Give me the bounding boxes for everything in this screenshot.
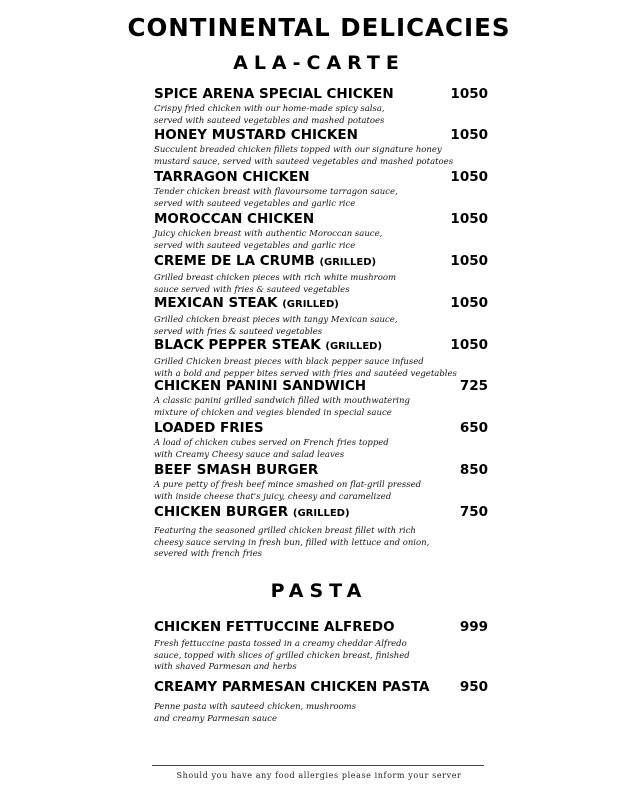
item-price: 999 (459, 619, 488, 635)
item-name: BLACK PEPPER STEAK (GRILLED) (154, 337, 383, 353)
item-description: Featuring the seasoned grilled chicken breast fillet with rich cheesy sauce serving in fresh bun, filled with lettuce and onion, severed with french fries (154, 526, 430, 559)
item-description: Juicy chicken breast with authentic Moroccan sauce, served with sauteed vegetables and garlic rice (154, 229, 383, 251)
item-description: Penne pasta with sauteed chicken, mushrooms and creamy Parmesan sauce (154, 702, 357, 724)
item-description: Fresh fettuccine pasta tossed in a creamy cheddar Alfredo sauce, topped with slices of grilled chicken breast, finished with shaved Parmesan and herbs (154, 639, 410, 672)
item-name: CHICKEN BURGER (GRILLED) (154, 504, 350, 520)
item-name: LOADED FRIES (154, 420, 264, 436)
menu-item (154, 504, 488, 561)
item-description: Succulent breaded chicken fillets topped with our signature honey mustard sauce, served with sauteed vegetables and mashed potatoes (154, 145, 454, 167)
item-description: Tender chicken breast with flavoursome tarragon sauce, served with sauteed vegetables and garlic rice (154, 187, 398, 209)
menu-item (154, 127, 488, 168)
item-name: CHICKEN FETTUCCINE ALFREDO (154, 619, 395, 635)
item-description: Grilled breast chicken pieces with rich white mushroom sauce served with fries & sauteed vegetables (154, 273, 397, 295)
item-price: 1050 (450, 337, 488, 353)
item-name: HONEY MUSTARD CHICKEN (154, 127, 358, 143)
item-description: Grilled Chicken breast pieces with black pepper sauce infused with a bold and pepper bites served with fries and sautéed vegetables (154, 357, 457, 379)
item-name: CREAMY PARMESAN CHICKEN PASTA (154, 679, 430, 695)
item-description: Crispy fried chicken with our home-made spicy salsa, served with sauteed vegetables and mashed potatoes (154, 104, 385, 126)
item-price: 1050 (450, 86, 488, 102)
item-tag: (GRILLED) (325, 341, 383, 352)
menu-item (154, 169, 488, 210)
item-name: MOROCCAN CHICKEN (154, 211, 315, 227)
menu-item (154, 211, 488, 252)
section-title-pasta: PASTA (270, 580, 368, 602)
menu-item (154, 420, 488, 461)
item-name: CHICKEN PANINI SANDWICH (154, 378, 367, 394)
allergy-note: Should you have any food allergies please inform your server (176, 771, 462, 780)
menu-item (154, 253, 488, 296)
item-description: Grilled chicken breast pieces with tangy Mexican sauce, served with fries & sauteed vegetables (154, 315, 398, 337)
item-price: 1050 (450, 295, 488, 311)
menu-item (154, 378, 488, 419)
menu-item (154, 462, 488, 503)
item-price: 650 (459, 420, 488, 436)
menu-title: CONTINENTAL DELICACIES (127, 13, 511, 42)
item-tag: (GRILLED) (282, 299, 339, 310)
item-price: 1050 (450, 127, 488, 143)
item-name: BEEF SMASH BURGER (154, 462, 319, 478)
menu-item (154, 679, 488, 725)
item-name: SPICE ARENA SPECIAL CHICKEN (154, 86, 394, 102)
item-tag: (GRILLED) (292, 508, 350, 519)
section-title-ala-carte: ALA-CARTE (233, 52, 405, 74)
item-price: 1050 (450, 169, 488, 185)
menu-item (154, 337, 488, 380)
item-name: TARRAGON CHICKEN (154, 169, 310, 185)
item-description: A pure petty of fresh beef mince smashed on flat-grill pressed with inside cheese that's juicy, cheesy and caramelized (154, 480, 422, 502)
item-price: 1050 (450, 211, 488, 227)
item-price: 725 (459, 378, 488, 394)
item-name: CREME DE LA CRUMB (GRILLED) (154, 253, 377, 269)
item-description: A load of chicken cubes served on French fries topped with Creamy Cheesy sauce and salad leaves (154, 438, 389, 460)
item-description: A classic panini grilled sandwich filled with mouthwatering mixture of chicken and vegies blended in special sauce (154, 396, 410, 418)
item-price: 850 (459, 462, 488, 478)
item-price: 750 (459, 504, 488, 520)
item-name: MEXICAN STEAK (GRILLED) (154, 295, 339, 311)
menu-item (154, 619, 488, 674)
footer-divider (152, 765, 484, 766)
item-price: 1050 (450, 253, 488, 269)
menu-item (154, 295, 488, 338)
menu-item (154, 86, 488, 127)
item-price: 950 (459, 679, 488, 695)
item-tag: (GRILLED) (319, 257, 377, 268)
